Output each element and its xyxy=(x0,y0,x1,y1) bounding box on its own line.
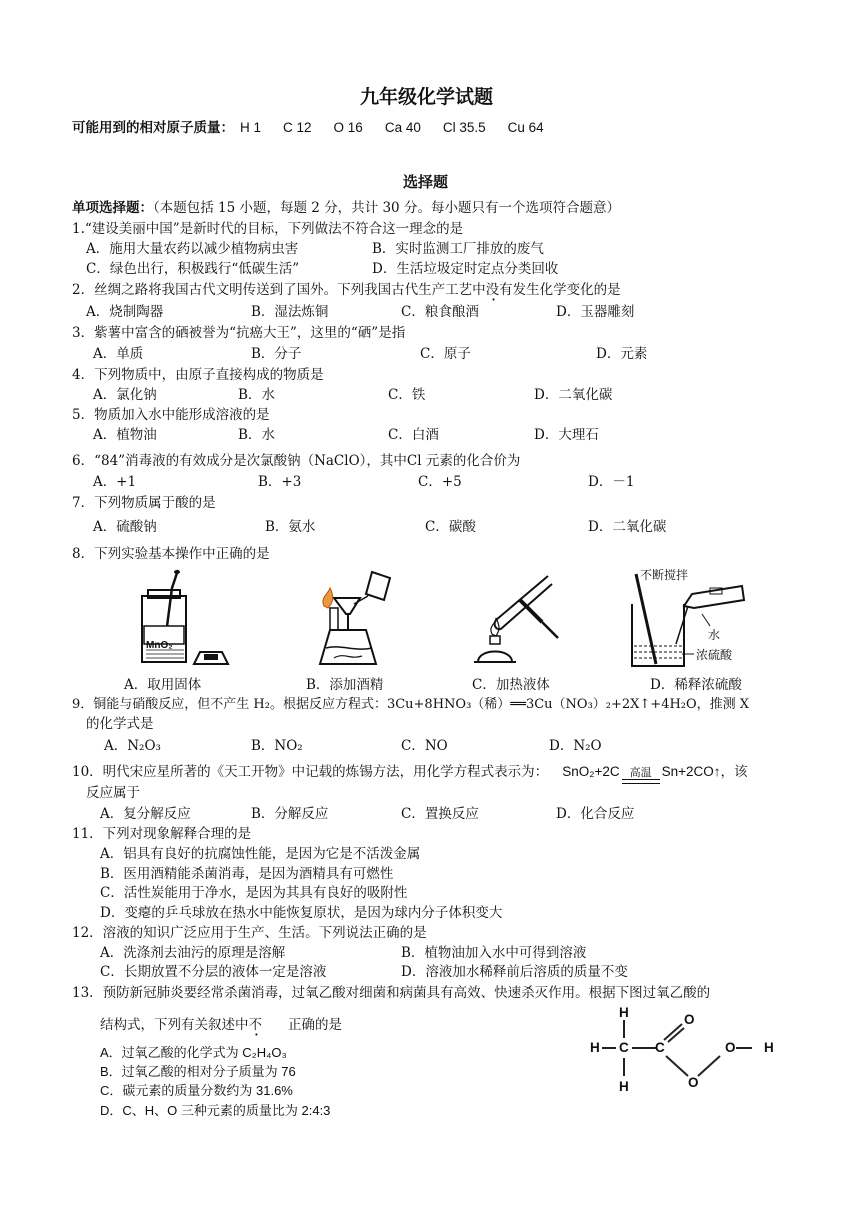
q6-option-b: B．+3 xyxy=(258,474,302,490)
q1-stem: 1.“建设美丽中国”是新时代的目标，下列做法不符合这一理念的是 xyxy=(72,221,464,237)
q13-option-d: D．C、H、O 三种元素的质量比为 2:4:3 xyxy=(100,1103,331,1118)
q1-option-b: B．实时监测工厂排放的废气 xyxy=(372,241,544,257)
structure-atom-h: H xyxy=(619,1079,629,1094)
q10-stem-continued: 反应属于 xyxy=(86,785,140,801)
q4-option-d: D．二氧化碳 xyxy=(534,387,613,403)
instructions-body: （本题包括 15 小题，每题 2 分，共计 30 分。每小题只有一个选项符合题意） xyxy=(153,200,620,216)
q8-stem: 8．下列实验基本操作中正确的是 xyxy=(72,546,270,562)
q13-stem-continued xyxy=(100,1016,342,1034)
q3-stem: 3．紫薯中富含的硒被誉为“抗癌大王”，这里的“硒”是指 xyxy=(72,325,406,341)
q5-option-c: C．白酒 xyxy=(388,427,439,443)
q10-equation-left: SnO₂+2C xyxy=(562,764,620,779)
q13-stem-b: 正确的是 xyxy=(288,1017,342,1033)
q4-stem: 4．下列物质中，由原子直接构成的物质是 xyxy=(72,367,324,383)
q6-option-d: D．－1 xyxy=(588,474,635,490)
section-title: 选择题 xyxy=(403,173,449,191)
structure-atom-o: O xyxy=(684,1012,695,1027)
q3-option-c: C．原子 xyxy=(420,346,471,362)
q9-option-a: A．N₂O₃ xyxy=(104,738,161,754)
q2-option-d: D．玉器雕刻 xyxy=(556,304,635,320)
q4-option-b: B．水 xyxy=(238,387,275,403)
q10-equation-right: Sn+2CO↑，该 xyxy=(661,764,748,779)
q2-stem xyxy=(72,281,621,299)
q13-option-a: A．过氧乙酸的化学式为 C₂H₄O₃ xyxy=(100,1045,287,1060)
q10-option-d: D．化合反应 xyxy=(556,806,635,822)
mass-item: Ca 40 xyxy=(384,120,421,135)
mass-item: Cl 35.5 xyxy=(442,120,486,135)
q5-option-d: D．大理石 xyxy=(534,427,599,443)
q12-option-a: A．洗涤剂去油污的原理是溶解 xyxy=(100,945,286,961)
q8-option-b: B．添加酒精 xyxy=(306,677,384,693)
q5-stem: 5．物质加入水中能形成溶液的是 xyxy=(72,407,270,423)
figure-add-alcohol xyxy=(300,568,400,672)
structure-atom-h: H xyxy=(590,1040,600,1055)
q10-equation-condition: 高温 xyxy=(620,764,662,782)
q7-option-a: A．硫酸钠 xyxy=(93,519,157,535)
figure-d-acid-label: 浓硫酸 xyxy=(696,648,733,662)
q10-stem xyxy=(72,763,748,782)
q6-stem: 6．“84”消毒液的有效成分是次氯酸钠（NaClO），其中Cl 元素的化合价为 xyxy=(72,453,521,469)
q11-option-d: D．变瘪的乒乓球放在热水中能恢复原状，是因为球内分子体积变大 xyxy=(100,905,503,921)
figure-d-stir-label: 不断搅拌 xyxy=(640,568,689,582)
figure-take-solid xyxy=(130,568,240,672)
q3-option-a: A．单质 xyxy=(93,346,144,362)
figure-a-label: MnO₂ xyxy=(146,640,173,651)
q4-option-c: C．铁 xyxy=(388,387,426,403)
q5-option-a: A．植物油 xyxy=(93,427,157,443)
q1-option-c: C．绿色出行，积极践行“低碳生活” xyxy=(86,261,300,277)
q7-stem: 7．下列物质属于酸的是 xyxy=(72,495,216,511)
q11-stem: 11．下列对现象解释合理的是 xyxy=(72,826,252,842)
q10-option-a: A．复分解反应 xyxy=(100,806,191,822)
q6-option-a: A．+1 xyxy=(93,474,137,490)
q9-stem-continued: 的化学式是 xyxy=(86,716,154,732)
q3-option-b: B．分子 xyxy=(251,346,302,362)
q7-option-b: B．氨水 xyxy=(265,519,316,535)
structure-atom-h: H xyxy=(619,1005,629,1020)
q6-option-c: C．+5 xyxy=(418,474,462,490)
q11-option-c: C．活性炭能用于净水，是因为其具有良好的吸附性 xyxy=(100,885,408,901)
q2-stem-b: 有发生化学变化的是 xyxy=(499,282,621,298)
structure-atom-o: O xyxy=(688,1075,699,1090)
q10-stem-text: 10．明代宋应星所著的《天工开物》中记载的炼锡方法，用化学方程式表示为： xyxy=(72,764,549,780)
q11-option-b: B．医用酒精能杀菌消毒，是因为酒精具有可燃性 xyxy=(100,866,394,882)
q11-option-a: A．铝具有良好的抗腐蚀性能，是因为它是不活泼金属 xyxy=(100,846,421,862)
atomic-masses xyxy=(72,119,566,137)
q7-option-d: D．二氧化碳 xyxy=(588,519,667,535)
instructions-lead: 单项选择题： xyxy=(72,200,153,216)
q13-option-b: B．过氧乙酸的相对分子质量为 76 xyxy=(100,1064,296,1079)
q8-option-a: A．取用固体 xyxy=(124,677,202,693)
q2-stem-emphasis: 没 xyxy=(485,282,500,298)
mass-item: C 12 xyxy=(283,120,312,135)
q10-option-b: B．分解反应 xyxy=(251,806,329,822)
q5-option-b: B．水 xyxy=(238,427,275,443)
q3-option-d: D．元素 xyxy=(596,346,648,362)
q9-option-d: D．N₂O xyxy=(549,738,602,754)
q8-option-c: C．加热液体 xyxy=(472,677,550,693)
q12-option-b: B．植物油加入水中可得到溶液 xyxy=(401,945,587,961)
mass-item: O 16 xyxy=(333,120,363,135)
structure-atom-c: C xyxy=(655,1040,665,1055)
figure-heat-liquid xyxy=(466,570,566,670)
instructions xyxy=(72,199,620,217)
q13-stem-a: 结构式，下列有关叙述中 xyxy=(100,1017,249,1033)
structure-atom-c: C xyxy=(619,1040,629,1055)
structure-atom-h: H xyxy=(764,1040,774,1055)
q13-stem-emphasis: 不 xyxy=(248,1017,262,1033)
q2-option-a: A．烧制陶器 xyxy=(86,304,164,320)
q9-option-c: C．NO xyxy=(401,738,448,754)
q8-option-d: D．稀释浓硫酸 xyxy=(650,677,742,693)
q9-stem: 9．铜能与硝酸反应，但不产生 H₂。根据反应方程式：3Cu+8HNO₃（稀）══3Cu（NO₃）₂+2X↑+4H₂O，推测 X xyxy=(72,697,750,712)
q2-option-c: C．粮食酿酒 xyxy=(401,304,479,320)
q13-stem: 13．预防新冠肺炎要经常杀菌消毒，过氧乙酸对细菌和病菌具有高效、快速杀灭作用。根据下图过氧乙酸的 xyxy=(72,985,711,1001)
q12-option-d: D．溶液加水稀释前后溶质的质量不变 xyxy=(401,964,628,980)
figure-d-water-label: 水 xyxy=(708,628,721,642)
q9-option-b: B．NO₂ xyxy=(251,738,303,754)
q10-option-c: C．置换反应 xyxy=(401,806,479,822)
q2-stem-a: 2．丝绸之路将我国古代文明传送到了国外。下列我国古代生产工艺中 xyxy=(72,282,486,298)
q4-option-a: A．氯化钠 xyxy=(93,387,157,403)
page-title: 九年级化学试题 xyxy=(360,86,494,108)
q2-option-b: B．湿法炼铜 xyxy=(251,304,329,320)
q12-option-c: C．长期放置不分层的液体一定是溶液 xyxy=(100,964,327,980)
mass-item: Cu 64 xyxy=(507,120,544,135)
q1-option-d: D．生活垃圾定时定点分类回收 xyxy=(372,261,559,277)
q13-option-c: C．碳元素的质量分数约为 31.6% xyxy=(100,1083,293,1098)
structure-atom-o: O xyxy=(725,1040,736,1055)
mass-item: H 1 xyxy=(240,120,262,135)
atomic-masses-label: 可能用到的相对原子质量： xyxy=(72,120,234,136)
q1-option-a: A．施用大量农药以减少植物病虫害 xyxy=(86,241,299,257)
q7-option-c: C．碳酸 xyxy=(425,519,476,535)
q12-stem: 12．溶液的知识广泛应用于生产、生活。下列说法正确的是 xyxy=(72,925,427,941)
